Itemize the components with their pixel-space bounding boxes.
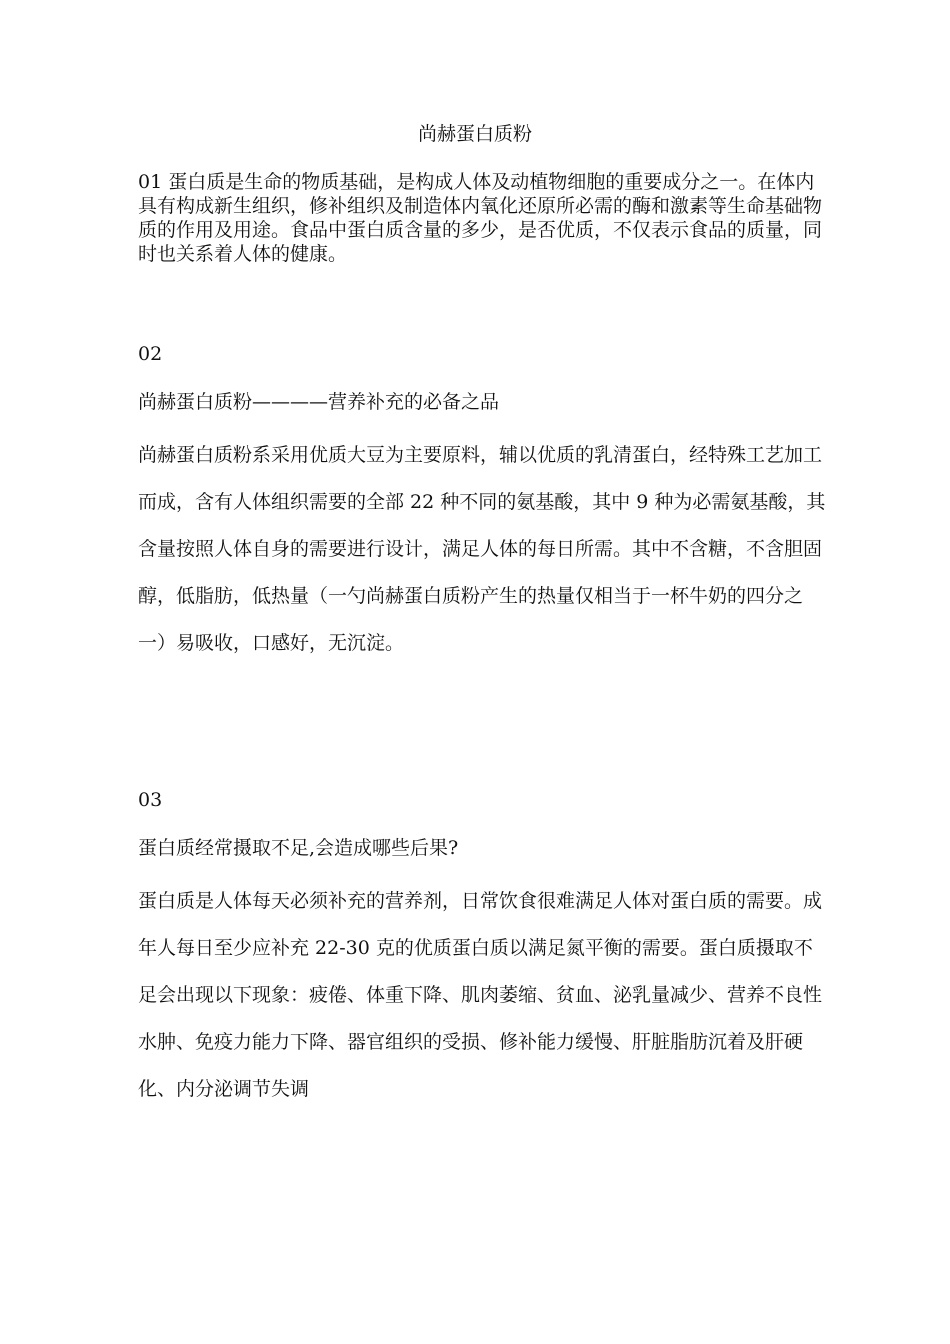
section-2-body: 尚赫蛋白质粉系采用优质大豆为主要原料，辅以优质的乳清蛋白，经特殊工艺加工而成，含有人体组织需要的全部 22 种不同的氨基酸，其中 9 种为必需氨基酸，其含量按照人体自身的需要进行设计，满足人体的每日所需。其中不含糖，不含胆固醇，低脂肪，低热量（一勺尚赫蛋白质粉产生的热量仅相当于一杯牛奶的四分之一）易吸收，口感好，无沉淀。 bbox=[138, 444, 826, 654]
document-title: 尚赫蛋白质粉 bbox=[417, 123, 532, 145]
section-3-body: 蛋白质是人体每天必须补充的营养剂，日常饮食很难满足人体对蛋白质的需要。成年人每日至少应补充 22-30 克的优质蛋白质以满足氮平衡的需要。蛋白质摄取不足会出现以下现象：疲倦、体重下降、肌肉萎缩、贫血、泌乳量减少、营养不良性水肿、免疫力能力下降、器官组织的受损、修补能力缓慢、肝脏脂肪沉着及肝硬化、内分泌调节失调 bbox=[138, 890, 823, 1100]
section-2-heading: 尚赫蛋白质粉————营养补充的必备之品 bbox=[138, 391, 500, 413]
intro-paragraph: 01 蛋白质是生命的物质基础，是构成人体及动植物细胞的重要成分之一。在体内具有构成新生组织，修补组织及制造体内氧化还原所必需的酶和激素等生命基础物质的作用及用途。食品中蛋白质含量的多少，是否优质，不仅表示食品的质量，同时也关系着人体的健康。 bbox=[138, 171, 823, 265]
section-3-number: 03 bbox=[138, 789, 163, 811]
section-3-heading: 蛋白质经常摄取不足,会造成哪些后果? bbox=[138, 837, 459, 859]
section-2-number: 02 bbox=[138, 343, 163, 365]
